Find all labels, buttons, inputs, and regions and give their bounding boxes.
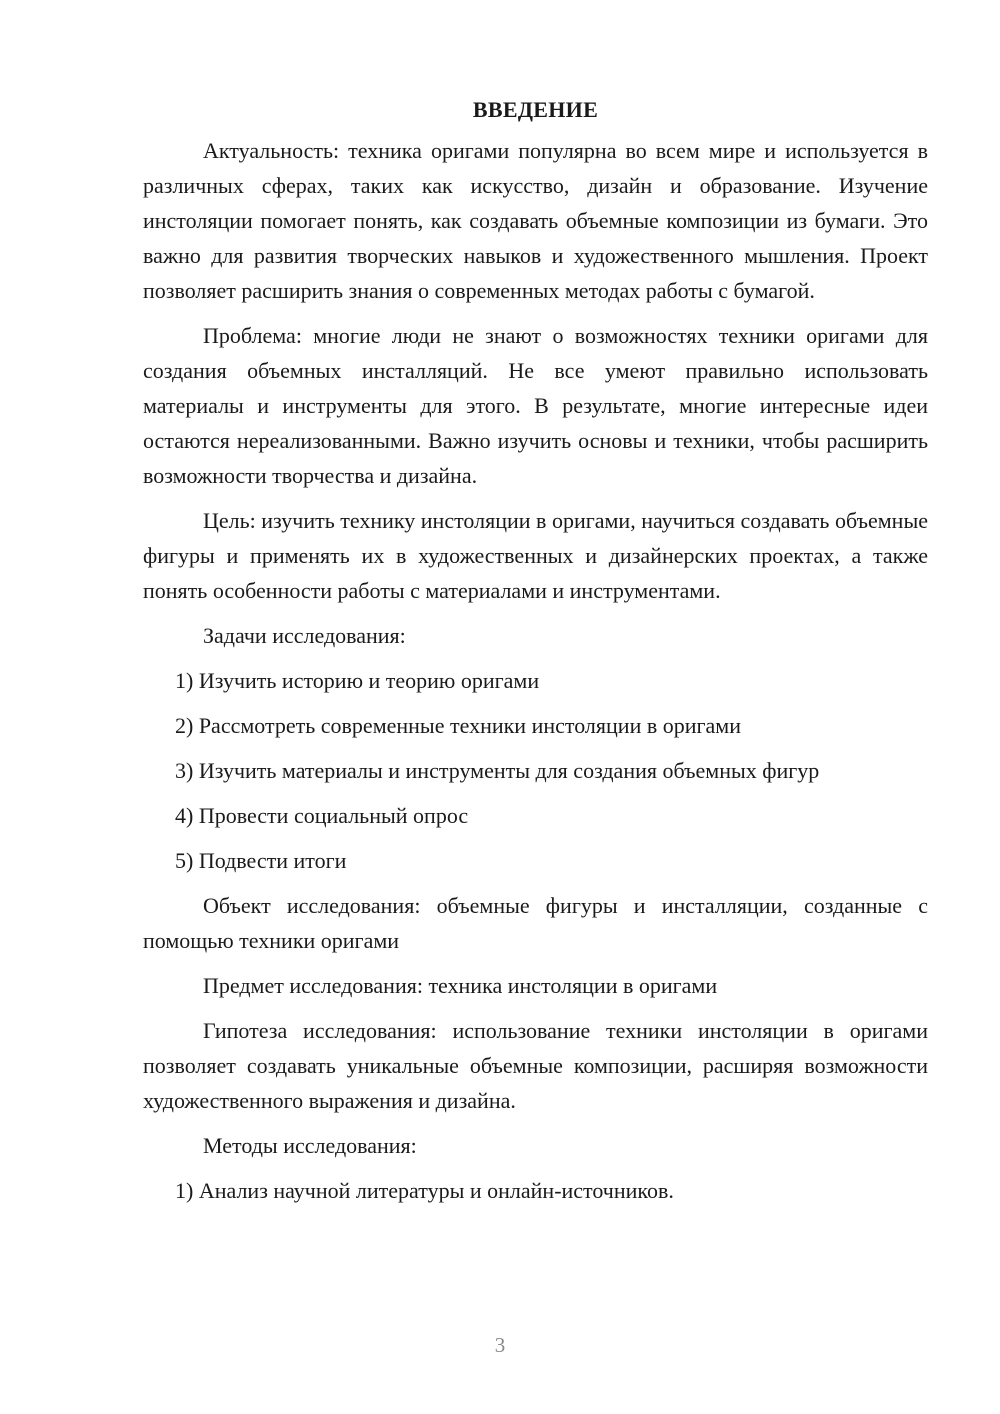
list-item: 5) Подвести итоги bbox=[175, 848, 347, 873]
page-content bbox=[143, 92, 928, 1218]
list-item: 3) Изучить материалы и инструменты для создания объемных фигур bbox=[175, 758, 820, 783]
goal-paragraph: Цель: изучить технику инстоляции в оригами, научиться создавать объемные фигуры и применять их в художественных и дизайнерских проектах, а также понять особенности работы с материалами и инструментами. bbox=[143, 508, 928, 603]
relevance-paragraph: Актуальность: техника оригами популярна во всем мире и используется в различных сферах, таких как искусство, дизайн и образование. Изучение инстоляции помогает понять, как создавать объемные композиции из бумаги. Это важно для развития творческих навыков и художественного мышления. Проект позволяет расширить знания о современных методах работы с бумагой. bbox=[143, 138, 928, 303]
page-number: 3 bbox=[494, 1333, 506, 1357]
list-item: 4) Провести социальный опрос bbox=[175, 803, 469, 828]
list-item: 1) Изучить историю и теорию оригами bbox=[175, 668, 540, 693]
list-item: 1) Анализ научной литературы и онлайн-источников. bbox=[175, 1178, 674, 1203]
problem-paragraph: Проблема: многие люди не знают о возможностях техники оригами для создания объемных инсталляций. Не все умеют правильно использовать материалы и инструменты для этого. В результате, многие интересные идеи остаются нереализованными. Важно изучить основы и техники, чтобы расширить возможности творчества и дизайна. bbox=[143, 323, 928, 488]
hypothesis-paragraph: Гипотеза исследования: использование техники инстоляции в оригами позволяет создавать уникальные объемные композиции, расширяя возможности художественного выражения и дизайна. bbox=[143, 1018, 928, 1113]
object-paragraph: Объект исследования: объемные фигуры и инсталляции, созданные с помощью техники оригами bbox=[143, 893, 928, 953]
tasks-heading: Задачи исследования: bbox=[203, 623, 406, 648]
tasks-list bbox=[143, 663, 928, 878]
page-title: ВВЕДЕНИЕ bbox=[472, 97, 599, 122]
methods-heading: Методы исследования: bbox=[203, 1133, 417, 1158]
methods-list bbox=[143, 1173, 928, 1208]
list-item: 2) Рассмотреть современные техники инстоляции в оригами bbox=[175, 713, 741, 738]
subject-paragraph: Предмет исследования: техника инстоляции в оригами bbox=[203, 973, 718, 998]
